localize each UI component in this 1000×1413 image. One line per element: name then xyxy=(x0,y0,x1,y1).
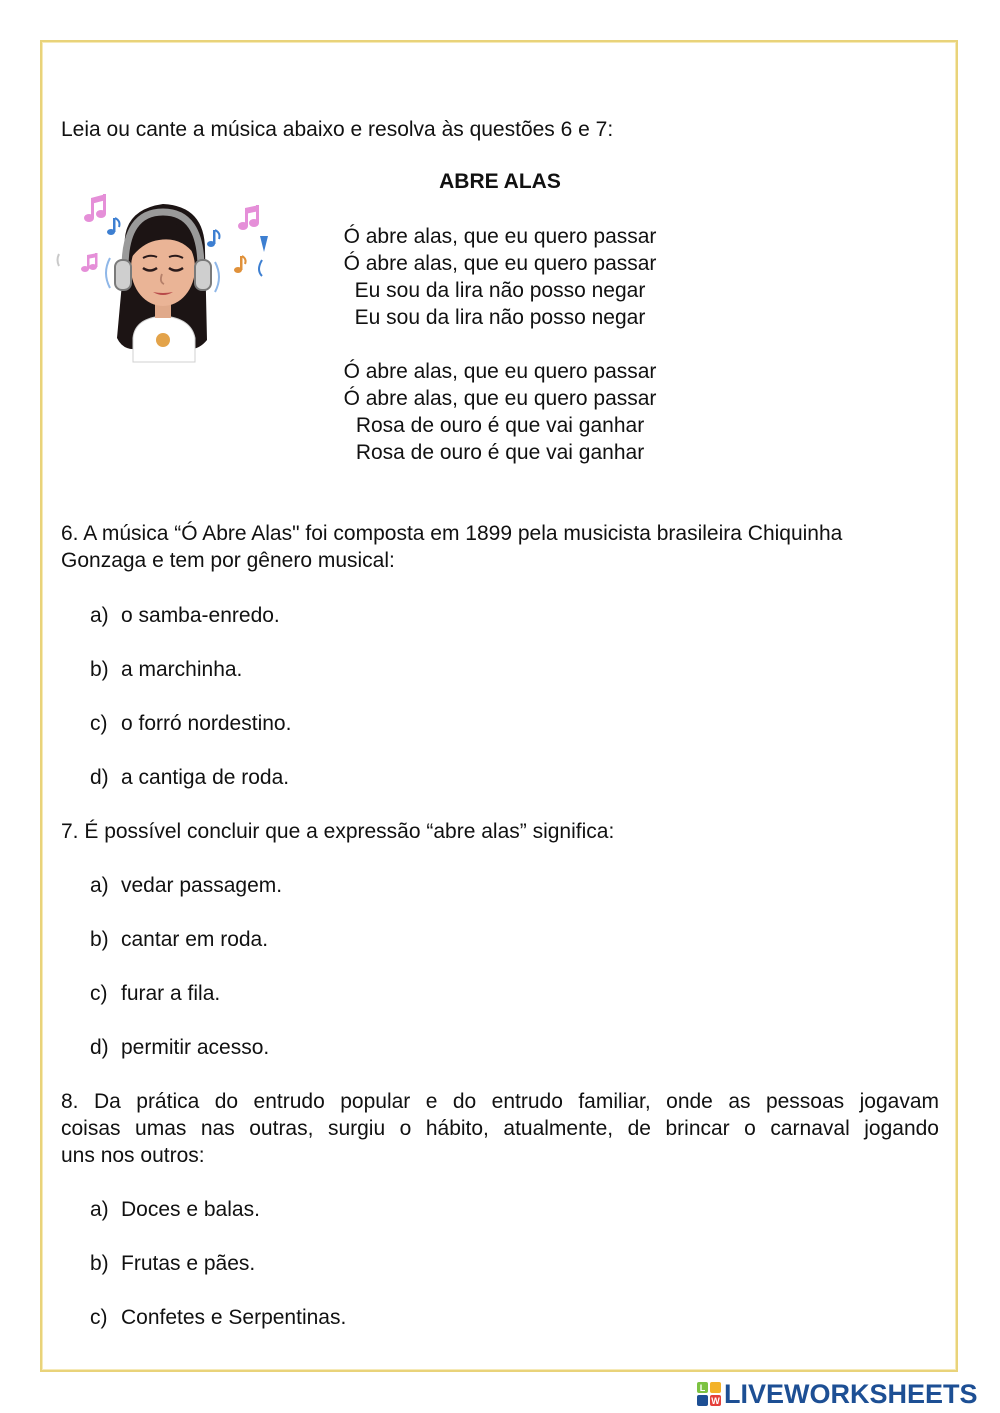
option-text: Confetes e Serpentinas. xyxy=(121,1306,347,1329)
song-title: ABRE ALAS xyxy=(439,170,561,193)
question-6-line-1: 6. A música “Ó Abre Alas" foi composta em 1899 pela musicista brasileira Chiquinha xyxy=(61,522,843,545)
question-8-line-3: uns nos outros: xyxy=(61,1144,205,1167)
question-8-line-1: 8. Da prática do entrudo popular e do entrudo familiar, onde as pessoas jogavam xyxy=(61,1090,939,1113)
question-6-option-b[interactable] xyxy=(90,656,242,683)
liveworksheets-logo[interactable] xyxy=(697,1378,978,1410)
question-8-prompt xyxy=(61,1088,939,1169)
song-stanza-2 xyxy=(300,358,700,466)
question-6-line-2: Gonzaga e tem por gênero musical: xyxy=(61,549,395,572)
option-text: a marchinha. xyxy=(121,658,243,681)
question-7-option-b[interactable] xyxy=(90,926,268,953)
option-text: permitir acesso. xyxy=(121,1036,270,1059)
girl-headphones-illustration xyxy=(55,150,290,385)
option-letter: b) xyxy=(90,658,109,681)
lyric-line: Ó abre alas, que eu quero passar xyxy=(343,225,657,248)
option-letter: d) xyxy=(90,1036,109,1059)
option-letter: c) xyxy=(90,982,108,1005)
question-8-option-b[interactable] xyxy=(90,1250,255,1277)
option-letter: a) xyxy=(90,1198,109,1221)
song-stanza-1 xyxy=(300,223,700,331)
option-text: o samba-enredo. xyxy=(121,604,280,627)
badge-letter: L xyxy=(699,1383,706,1393)
question-6-option-a[interactable] xyxy=(90,602,280,629)
brand-name: LIVEWORKSHEETS xyxy=(724,1379,978,1409)
option-text: Frutas e pães. xyxy=(121,1252,256,1275)
badge-letter: W xyxy=(711,1396,720,1406)
option-letter: c) xyxy=(90,1306,108,1329)
lyric-line: Ó abre alas, que eu quero passar xyxy=(343,360,657,383)
instructions: Leia ou cante a música abaixo e resolva às questões 6 e 7: xyxy=(61,118,614,141)
question-7-prompt: 7. É possível concluir que a expressão “abre alas” significa: xyxy=(61,820,615,843)
question-7-option-c[interactable] xyxy=(90,980,220,1007)
liveworksheets-badge-icon xyxy=(697,1382,721,1406)
option-text: furar a fila. xyxy=(121,982,221,1005)
option-text: a cantiga de roda. xyxy=(121,766,290,789)
option-text: o forró nordestino. xyxy=(121,712,292,735)
lyric-line: Rosa de ouro é que vai ganhar xyxy=(355,441,645,464)
option-letter: b) xyxy=(90,1252,109,1275)
lyric-line: Eu sou da lira não posso negar xyxy=(354,279,646,302)
option-letter: c) xyxy=(90,712,108,735)
option-letter: a) xyxy=(90,874,109,897)
question-6-option-c[interactable] xyxy=(90,710,291,737)
lyric-line: Rosa de ouro é que vai ganhar xyxy=(355,414,645,437)
option-text: Doces e balas. xyxy=(121,1198,260,1221)
question-6-option-d[interactable] xyxy=(90,764,289,791)
question-7-option-a[interactable] xyxy=(90,872,282,899)
question-8-option-c[interactable] xyxy=(90,1304,346,1331)
lyric-line: Ó abre alas, que eu quero passar xyxy=(343,252,657,275)
option-letter: a) xyxy=(90,604,109,627)
lyric-line: Ó abre alas, que eu quero passar xyxy=(343,387,657,410)
option-letter: b) xyxy=(90,928,109,951)
option-letter: d) xyxy=(90,766,109,789)
lyric-line: Eu sou da lira não posso negar xyxy=(354,306,646,329)
question-8-option-a[interactable] xyxy=(90,1196,260,1223)
question-7-option-d[interactable] xyxy=(90,1034,269,1061)
option-text: cantar em roda. xyxy=(121,928,269,951)
question-6-prompt xyxy=(61,520,939,574)
option-text: vedar passagem. xyxy=(121,874,283,897)
question-8-line-2: coisas umas nas outras, surgiu o hábito, atualmente, de brincar o carnaval jogando xyxy=(61,1117,939,1140)
